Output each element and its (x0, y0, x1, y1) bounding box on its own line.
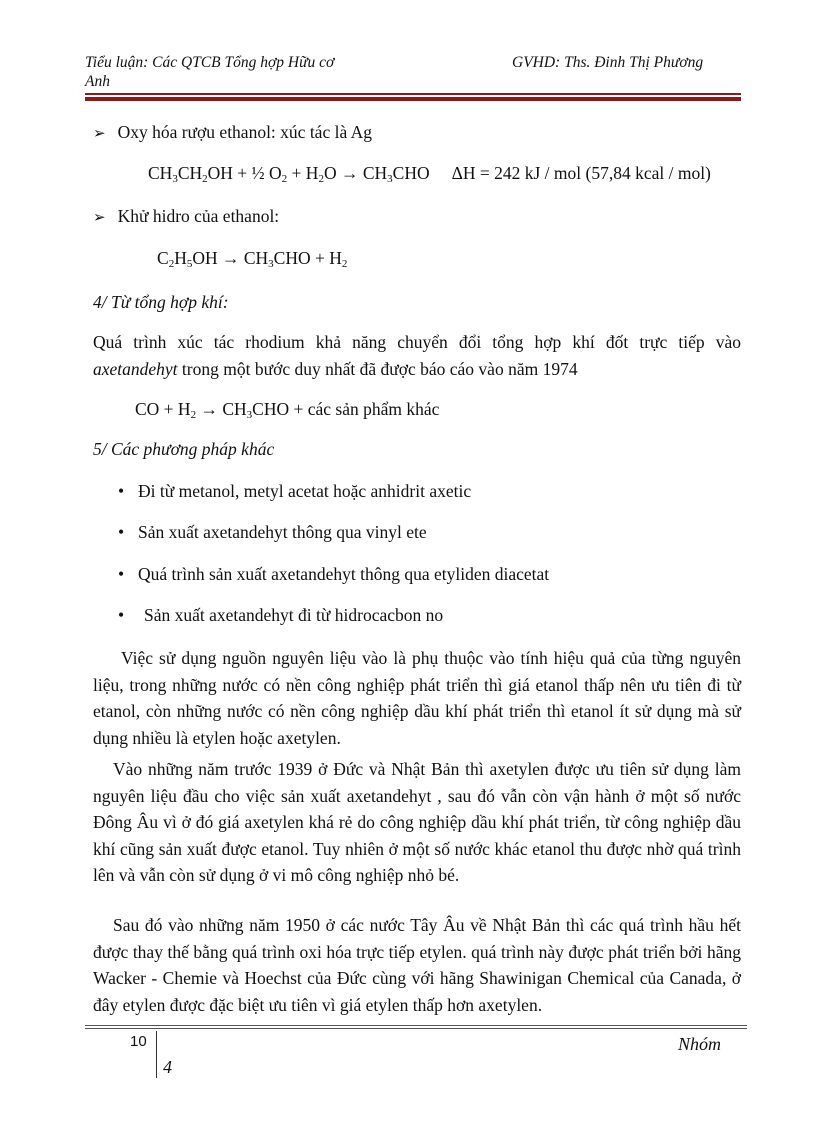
paragraph-2: Vào những năm trước 1939 ở Đức và Nhật Bản thì axetylen được ưu tiên sử dụng làm nguyên liệu đầu cho việc sản xuất axetandehyt , sau đó vẫn còn vận hành ở một số nước Đông Âu vì ở đó giá axetylen khá rẻ do công nghiệp dầu khí phát triển, từ công nghiệp dầu khí cũng sản xuất được etanol. Tuy nhiên ở một số nước khác etanol thu được nhờ quá trình lên và vẫn còn sử dụng ở vi mô công nghiệp nhỏ bé. (93, 759, 741, 885)
enthalpy: ΔH = 242 kJ / mol (57,84 kcal / mol) (451, 163, 711, 183)
page-number: 10 (130, 1033, 147, 1050)
bullet-icon: • (118, 605, 125, 625)
header-left (85, 53, 385, 91)
footer-rule-bottom (85, 1028, 747, 1029)
list-item: • Quá trình sản xuất axetandehyt thông qua etyliden diacetat (118, 564, 550, 584)
paragraph-1: Việc sử dụng nguồn nguyên liệu vào là phụ thuộc vào tính hiệu quả của từng nguyên liệu, trong những nước có nền công nghiệp phát triển thì giá etanol thấp nên ưu tiên đi từ etanol, còn những nước có nền công nghiệp dầu khí phát triển thì etanol ít sử dụng mà sử dụng nhiều là etylen hoặc axetylen. (93, 648, 741, 748)
item-khu-label: Khử hidro của ethanol: (117, 206, 280, 226)
header-rule-top (85, 93, 741, 95)
item-oxy-label: Oxy hóa rượu ethanol: xúc tác là Ag (117, 122, 373, 142)
paragraph-3: Sau đó vào những năm 1950 ở các nước Tây Âu về Nhật Bản thì các quá trình hầu hết được thay thế bằng quá trình oxi hóa trực tiếp etylen. quá trình này được phát triển bởi hãng Wacker - Chemie và Hoechst của Đức cùng với hãng Shawinigan Chemical của Canada, ở đây etylen được đặc biệt ưu tiên vì giá etylen thấp hơn axetylen. (93, 915, 741, 1015)
arrow-bullet-icon: ➢ (93, 126, 106, 142)
paragraph-syngas: Quá trình xúc tác rhodium khả năng chuyển đổi tổng hợp khí đốt trực tiếp vào axetandehyt trong một bước duy nhất đã được báo cáo vào năm 1974 (93, 332, 741, 379)
reaction-arrow-icon: → (200, 399, 218, 419)
reaction-arrow-icon: → (340, 163, 359, 183)
footer-divider (156, 1031, 157, 1078)
footer-group-label: Nhóm (678, 1034, 722, 1054)
arrow-bullet-icon: ➢ (93, 210, 106, 226)
list-item: • Sản xuất axetandehyt đi từ hidrocacbon no (118, 605, 444, 625)
list-item: • Đi từ metanol, metyl acetat hoặc anhidrit axetic (118, 481, 472, 501)
footer-group-number: 4 (163, 1057, 172, 1077)
equation-oxy: $CH_3CH_2OH$ + ½ $O_2 + H_2O \to CH_3CHO$ ΔH = 242 kJ / mol (57,84 kcal / mol) (148, 163, 711, 185)
header-instructor: GVHD: Ths. Đinh Thị Phương (512, 54, 704, 71)
header-title-line1: Tiểu luận: Các QTCB Tổng hợp Hữu cơ (85, 54, 335, 71)
header-title-line2: Anh (85, 73, 110, 90)
list-item: • Sản xuất axetandehyt thông qua vinyl ete (118, 522, 427, 542)
item-khu (93, 206, 279, 229)
bullet-icon: • (118, 522, 125, 542)
heading-5: 5/ Các phương pháp khác (93, 439, 275, 459)
bullet-icon: • (118, 481, 125, 501)
footer-rule-top (85, 1025, 747, 1026)
term-axetandehyt: axetandehyt (93, 358, 178, 379)
bullet-icon: • (118, 564, 125, 584)
reaction-arrow-icon: → (221, 248, 240, 268)
equation-khu: $C_2H_5OH \to CH_3CHO + H_2$ (157, 248, 348, 270)
equation-syngas: CO + $H_2 \to CH_3CHO$ + các sản phẩm khác (135, 399, 440, 421)
item-oxy (93, 122, 372, 145)
header-rule-bottom (85, 97, 741, 101)
heading-4: 4/ Từ tổng hợp khí: (93, 292, 229, 312)
